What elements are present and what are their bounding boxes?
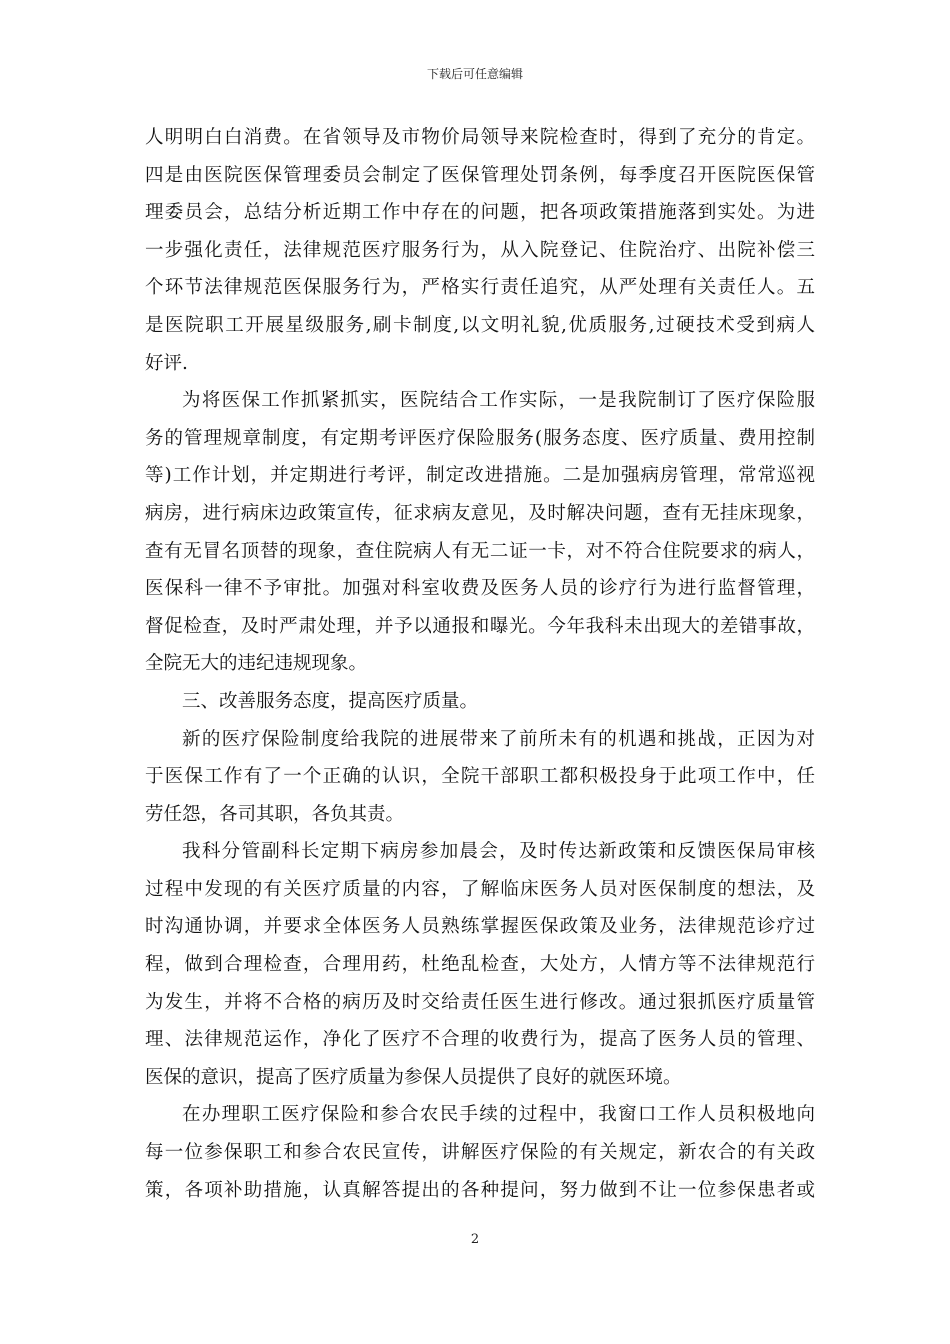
text-line: 等)工作计划，并定期进行考评，制定改进措施。二是加强病房管理，常常巡视 [145,465,815,487]
text-line: 务的管理规章制度，有定期考评医疗保险服务(服务态度、医疗质量、费用控制 [145,427,815,449]
text-line: 在办理职工医疗保险和参合农民手续的过程中，我窗口工作人员积极地向 [182,1104,815,1126]
page-header: 下载后可任意编辑 [426,67,523,81]
text-line: 督促检查，及时严肃处理，并予以通报和曝光。今年我科未出现大的差错事故， [145,615,815,637]
text-line: 理委员会，总结分析近期工作中存在的问题，把各项政策措施落到实处。为进 [145,202,815,224]
text-line: 为发生，并将不合格的病历及时交给责任医生进行修改。通过狠抓医疗质量管 [145,991,815,1013]
text-line: 全院无大的违纪违规现象。 [145,653,368,675]
text-line: 三、改善服务态度，提高医疗质量。 [182,690,479,712]
text-line: 程，做到合理检查，合理用药，杜绝乱检查，大处方，人情方等不法律规范行 [145,954,815,976]
text-line: 过程中发现的有关医疗质量的内容，了解临床医务人员对医保制度的想法，及 [145,878,815,900]
text-line: 医保的意识，提高了医疗质量为参保人员提供了良好的就医环境。 [145,1066,682,1088]
text-line: 策，各项补助措施，认真解答提出的各种提问，努力做到不让一位参保患者或 [145,1179,815,1201]
text-line: 理、法律规范运作，净化了医疗不合理的收费行为，提高了医务人员的管理、 [145,1029,815,1051]
text-line: 病房，进行病床边政策宣传，征求病友意见，及时解决问题，查有无挂床现象， [145,502,815,524]
text-line: 每一位参保职工和参合农民宣传，讲解医疗保险的有关规定，新农合的有关政 [145,1142,815,1164]
text-line: 一步强化责任，法律规范医疗服务行为，从入院登记、住院治疗、出院补偿三 [145,239,815,261]
text-line: 是医院职工开展星级服务,刷卡制度,以文明礼貌,优质服务,过硬技术受到病人 [145,314,815,336]
page-number: 2 [470,1232,480,1247]
document-body [145,119,815,1209]
text-line: 人明明白白消费。在省领导及市物价局领导来院检查时，得到了充分的肯定。 [145,127,815,148]
text-line: 于医保工作有了一个正确的认识，全院干部职工都积极投身于此项工作中，任 [145,766,815,788]
text-line: 时沟通协调，并要求全体医务人员熟练掌握医保政策及业务，法律规范诊疗过 [145,916,815,938]
text-line: 医保科一律不予审批。加强对科室收费及医务人员的诊疗行为进行监督管理， [145,578,815,600]
text-line: 好评. [145,352,188,374]
text-line: 查有无冒名顶替的现象，查住院病人有无二证一卡，对不符合住院要求的病人， [145,540,815,562]
text-line: 为将医保工作抓紧抓实，医院结合工作实际，一是我院制订了医疗保险服 [182,390,815,412]
text-line: 我科分管副科长定期下病房参加晨会，及时传达新政策和反馈医保局审核 [182,841,815,863]
text-line: 个环节法律规范医保服务行为，严格实行责任追究，从严处理有关责任人。五 [145,277,815,299]
text-line: 新的医疗保险制度给我院的进展带来了前所未有的机遇和挑战，正因为对 [182,728,815,750]
text-line: 四是由医院医保管理委员会制定了医保管理处罚条例，每季度召开医院医保管 [145,164,815,186]
text-line: 劳任怨，各司其职，各负其责。 [145,803,405,825]
